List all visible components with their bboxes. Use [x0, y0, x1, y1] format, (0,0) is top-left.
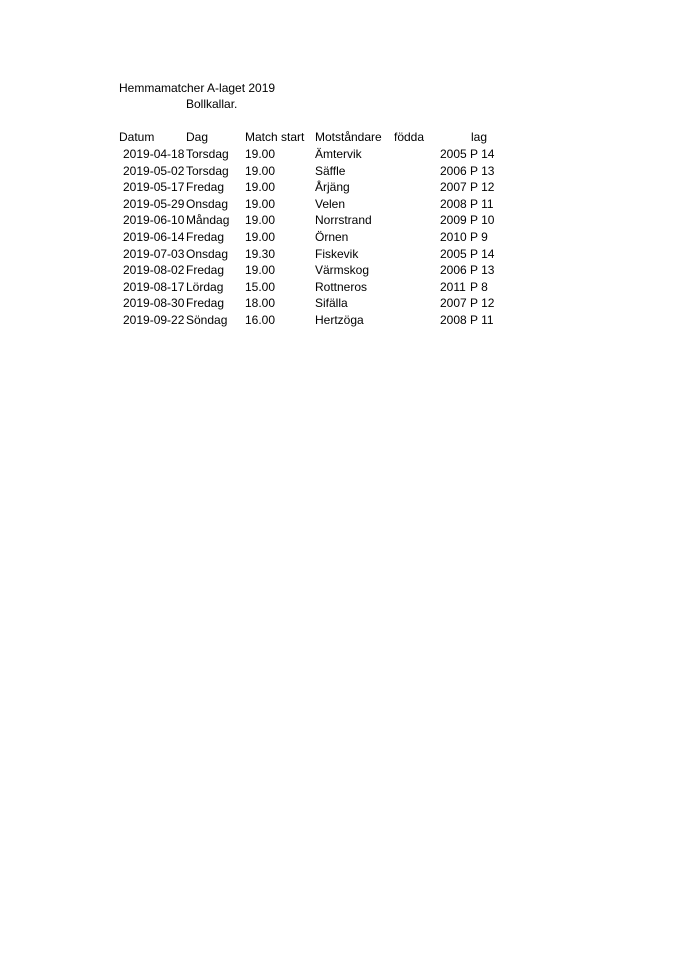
cell-fodda: 2010	[440, 230, 467, 244]
table-row	[0, 313, 679, 329]
header-lag: lag	[471, 130, 488, 144]
header-dag: Dag	[186, 130, 209, 144]
cell-fodda: 2005	[440, 246, 467, 261]
cell-motstandare: Örnen	[315, 230, 349, 244]
cell-datum: 2019-05-02	[123, 163, 185, 178]
cell-motstandare: Fiskevik	[315, 246, 359, 261]
cell-lag: P 12	[470, 180, 495, 195]
cell-motstandare: Velen	[315, 196, 346, 211]
cell-match-start: 19.00	[245, 147, 276, 161]
cell-datum: 2019-08-30	[123, 296, 185, 311]
cell-fodda: 2011	[440, 279, 466, 294]
cell-lag: P 8	[470, 279, 488, 294]
cell-fodda: 2006	[440, 163, 467, 178]
cell-match-start: 15.00	[245, 279, 276, 294]
cell-motstandare: Ämtervik	[315, 147, 362, 161]
cell-motstandare: Rottneros	[315, 279, 368, 294]
cell-lag: P 11	[470, 313, 494, 327]
cell-dag: Torsdag	[186, 163, 229, 178]
header-datum: Datum	[119, 130, 155, 144]
cell-match-start: 19.00	[245, 230, 276, 244]
cell-motstandare: Årjäng	[315, 180, 350, 195]
cell-datum: 2019-05-29	[123, 196, 185, 211]
cell-dag: Onsdag	[186, 196, 229, 211]
header-match-start: Match start	[245, 130, 305, 144]
header-fodda: födda	[394, 130, 425, 144]
header-motstandare: Motståndare	[315, 130, 382, 144]
cell-dag: Fredag	[186, 180, 225, 195]
cell-match-start: 19.00	[245, 263, 276, 278]
cell-lag: P 13	[470, 163, 495, 178]
table-row	[0, 147, 679, 163]
table-row	[0, 180, 679, 196]
cell-motstandare: Värmskog	[315, 263, 370, 278]
cell-match-start: 19.00	[245, 180, 276, 195]
cell-match-start: 19.30	[245, 246, 276, 261]
table-header	[0, 130, 679, 146]
cell-dag: Fredag	[186, 230, 225, 244]
cell-match-start: 19.00	[245, 213, 276, 228]
cell-match-start: 18.00	[245, 296, 276, 311]
page-subtitle: Bollkallar.	[186, 97, 238, 111]
cell-fodda: 2007	[440, 296, 467, 311]
cell-lag: P 12	[470, 296, 495, 311]
table-row	[0, 280, 679, 296]
cell-lag: P 14	[470, 147, 495, 161]
table-row	[0, 197, 679, 213]
cell-datum: 2019-06-14	[123, 230, 185, 244]
cell-motstandare: Sifälla	[315, 296, 348, 311]
cell-fodda: 2005	[440, 147, 467, 161]
cell-dag: Söndag	[186, 313, 228, 327]
cell-lag: P 10	[470, 213, 495, 228]
cell-datum: 2019-04-18	[123, 147, 185, 161]
cell-match-start: 19.00	[245, 163, 276, 178]
cell-dag: Fredag	[186, 296, 225, 311]
cell-fodda: 2007	[440, 180, 467, 195]
cell-dag: Lördag	[186, 279, 224, 294]
cell-datum: 2019-08-02	[123, 263, 185, 278]
cell-datum: 2019-09-22	[123, 313, 185, 327]
cell-fodda: 2008	[440, 313, 467, 327]
cell-fodda: 2006	[440, 263, 467, 278]
cell-dag: Onsdag	[186, 246, 229, 261]
cell-dag: Fredag	[186, 263, 225, 278]
cell-fodda: 2009	[440, 213, 467, 228]
table-row	[0, 164, 679, 180]
cell-motstandare: Hertzöga	[315, 313, 364, 327]
cell-fodda: 2008	[440, 196, 467, 211]
cell-dag: Torsdag	[186, 147, 229, 161]
cell-datum: 2019-08-17	[123, 279, 185, 294]
cell-match-start: 19.00	[245, 196, 276, 211]
cell-match-start: 16.00	[245, 313, 276, 327]
cell-lag: P 14	[470, 246, 495, 261]
cell-motstandare: Säffle	[315, 163, 346, 178]
cell-lag: P 13	[470, 263, 495, 278]
page-title: Hemmamatcher A-laget 2019	[119, 81, 276, 95]
table-row	[0, 213, 679, 229]
table-row	[0, 247, 679, 263]
cell-datum: 2019-07-03	[123, 246, 185, 261]
cell-datum: 2019-05-17	[123, 180, 185, 195]
table-row	[0, 263, 679, 279]
cell-dag: Måndag	[186, 213, 230, 228]
cell-lag: P 9	[470, 230, 488, 244]
table-row	[0, 230, 679, 246]
table-row	[0, 296, 679, 312]
cell-datum: 2019-06-10	[123, 213, 185, 228]
cell-lag: P 11	[470, 196, 494, 211]
cell-motstandare: Norrstrand	[315, 213, 372, 228]
